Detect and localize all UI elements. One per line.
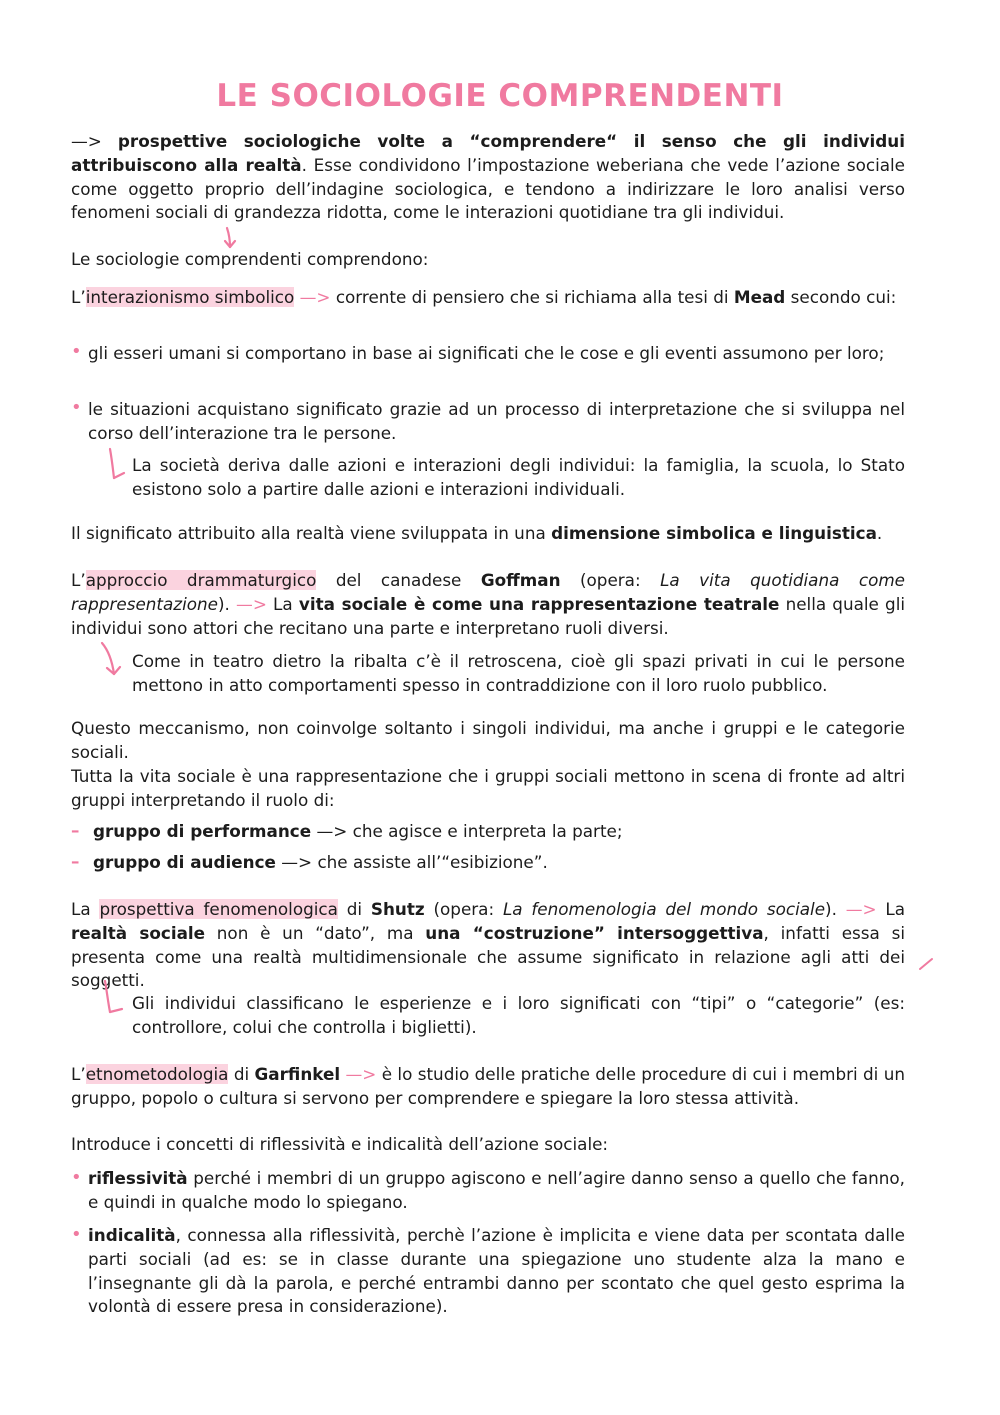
text-fragment: La — [266, 593, 299, 614]
text-fragment: La — [876, 899, 906, 919]
bold-term: dimensione simbolica e linguistica — [551, 523, 877, 543]
curved-arrow-icon — [104, 446, 128, 486]
dash-marker: – — [71, 851, 80, 871]
text-fragment: non è un “dato”, ma — [205, 922, 426, 943]
text-fragment: del canadese — [316, 570, 481, 590]
text-fragment: nella quale gli individui sono attori che recitano una parte e interpretano ruoli diversi. — [71, 593, 906, 638]
bold-term: gruppo di audience — [93, 852, 276, 872]
intro-bold: prospettive sociologiche volte a “comprendere“ il senso che gli individui attribuiscono alla realtà — [71, 131, 905, 175]
highlight-term: interazionismo simbolico — [85, 287, 295, 307]
highlight-term: approccio drammaturgico — [85, 570, 317, 590]
etnometodologia-lead: Introduce i concetti di riflessività e indicalità dell’azione sociale: — [71, 1134, 609, 1154]
arrow-glyph: —> — [236, 593, 267, 614]
bullet-dot: • — [71, 341, 82, 362]
significato-paragraph — [71, 522, 905, 546]
curved-arrow-icon — [100, 978, 128, 1020]
text-fragment: (opera: — [424, 899, 503, 919]
page-title: LE SOCIOLOGIE COMPRENDENTI — [216, 78, 784, 114]
text-fragment: di — [337, 899, 371, 919]
author-name: Shutz — [370, 899, 425, 919]
bold-term: indicalità — [88, 1225, 176, 1245]
text-fragment: è lo studio delle pratiche delle procedure di cui i membri di un gruppo, popolo o cultura si servono per comprendere e spiegare la loro stessa attività. — [71, 1064, 905, 1108]
author-name: Mead — [733, 287, 786, 307]
author-name: Goffman — [480, 570, 561, 590]
note-text: Gli individui classificano le esperienze e i loro significati con “tipi” o “categorie” (es: controllore, colui che controlla i biglietti). — [132, 993, 905, 1037]
list-item — [88, 1167, 905, 1215]
text-fragment: —> che assiste all’“esibizione”. — [275, 852, 548, 872]
text-fragment: La — [71, 899, 100, 919]
interazionismo-paragraph — [71, 286, 905, 310]
bold-term: una “costruzione” intersoggettiva — [425, 922, 764, 943]
bullet-dot: • — [71, 1224, 82, 1245]
arrow-glyph: —> — [299, 287, 331, 307]
note-text: Come in teatro dietro la ribalta c’è il retroscena, cioè gli spazi privati in cui le persone mettono in atto comportamenti spesso in contraddizione con il loro ruolo pubblico. — [132, 651, 905, 695]
etnometodologia-paragraph — [71, 1063, 905, 1111]
curved-arrow-icon — [98, 640, 126, 680]
lead-line: Le sociologie comprendenti comprendono: — [71, 249, 429, 269]
text-fragment: , infatti essa si presenta come una realtà multidimensionale che assume significato in relazione agli atti dei soggetti. — [71, 922, 905, 991]
text-fragment: L’ — [71, 570, 86, 590]
text-fragment: di — [228, 1064, 255, 1084]
text-fragment: —> che agisce e interpreta la parte; — [311, 821, 623, 841]
dash-marker: – — [71, 820, 80, 840]
text-fragment: . — [876, 523, 883, 543]
text-fragment: , connessa alla riflessività, perchè l’azione è implicita e viene data per scontata dalle parti sociali (ad es: se in classe durante una spiegazione uno studente alza la mano e l’insegnante gli dà la parola, e perché entrambi danno per scontato che quel gesto esprima la volontà di essere presa in considerazione). — [88, 1225, 905, 1317]
bold-term: vita sociale è come una rappresentazione teatrale — [298, 593, 780, 614]
list-item — [93, 851, 905, 875]
text-fragment: L’ — [71, 1064, 86, 1084]
list-item: gli esseri umani si comportano in base ai significati che le cose e gli eventi assumono per loro; — [88, 343, 885, 363]
bold-term: realtà sociale — [71, 922, 206, 943]
text-fragment: ). — [217, 593, 237, 614]
bold-term: gruppo di performance — [93, 821, 312, 841]
text-fragment: perché i membri di un gruppo agiscono e nell’agire danno senso a quello che fanno, e quindi in qualche modo lo spiegano. — [88, 1168, 905, 1212]
text-fragment: secondo cui: — [785, 287, 897, 307]
meccanismo-paragraph-2: Tutta la vita sociale è una rappresentazione che i gruppi sociali mettono in scena di fronte ad altri gruppi interpretando il ruolo di: — [71, 766, 905, 810]
text-fragment: ). — [825, 899, 846, 919]
intro-paragraph — [71, 130, 905, 225]
text-fragment: (opera: — [560, 570, 661, 590]
meccanismo-paragraph: Questo meccanismo, non coinvolge soltanto i singoli individui, ma anche i gruppi e le categorie sociali. — [71, 718, 905, 762]
highlight-term: etnometodologia — [85, 1064, 229, 1084]
down-arrow-icon — [222, 226, 238, 250]
note-text: La società deriva dalle azioni e interazioni degli individui: la famiglia, la scuola, lo Stato esistono solo a partire dalle azioni e interazioni individuali. — [132, 455, 905, 499]
list-item — [93, 820, 905, 844]
fenomenologica-paragraph — [71, 898, 905, 993]
highlight-term: prospettiva fenomenologica — [99, 899, 338, 919]
list-item: le situazioni acquistano significato grazie ad un processo di interpretazione che si sviluppa nel corso dell’interazione tra le persone. — [88, 399, 905, 443]
work-title: La vita quotidiana come rappresentazione — [71, 570, 906, 614]
bullet-dot: • — [71, 397, 82, 418]
text-fragment: L’ — [71, 287, 86, 307]
list-item — [88, 1224, 905, 1319]
arrow-glyph: —> — [845, 899, 877, 919]
text-fragment: Il significato attribuito alla realtà viene sviluppata in una — [71, 523, 552, 543]
bold-term: riflessività — [88, 1168, 188, 1188]
arrow-glyph: —> — [71, 131, 102, 151]
work-title: La fenomenologia del mondo sociale — [502, 899, 826, 919]
drammaturgico-paragraph — [71, 569, 905, 640]
author-name: Garfinkel — [254, 1064, 341, 1084]
pen-mark-icon — [918, 956, 936, 972]
arrow-glyph: —> — [345, 1064, 377, 1084]
text-fragment: corrente di pensiero che si richiama alla tesi di — [330, 287, 734, 307]
bullet-dot: • — [71, 1167, 82, 1188]
intro-text: . Esse condividono l’impostazione weberiana che vede l’azione sociale come oggetto proprio dell’indagine sociologica, e tendono a indirizzare le loro analisi verso fenomeni sociali di grandezza ridotta, come le interazioni quotidiane tra gli individui. — [71, 154, 906, 223]
